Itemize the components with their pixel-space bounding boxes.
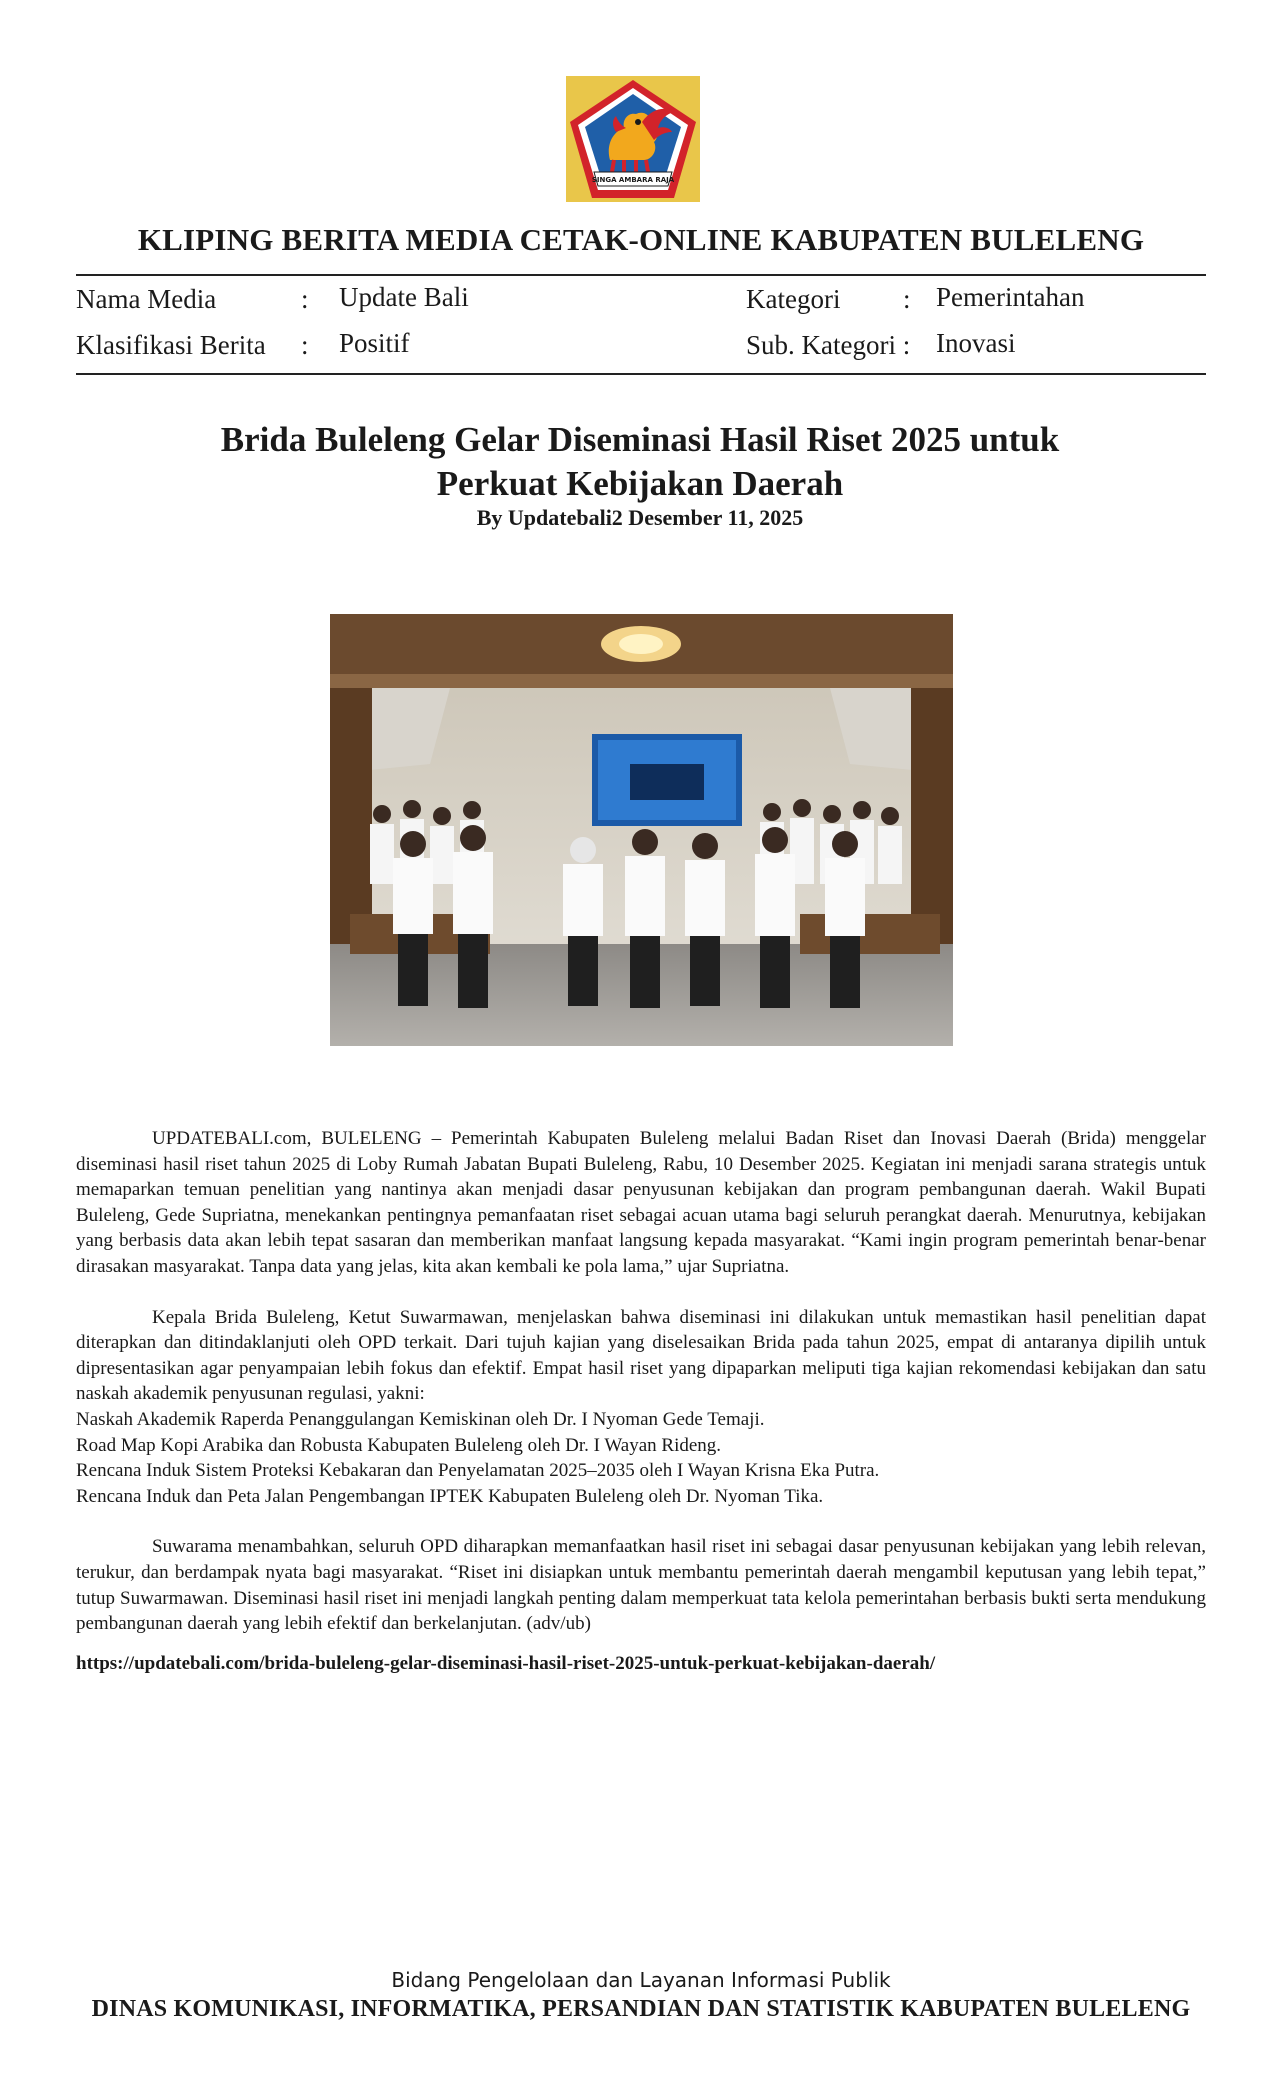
kategori-sep: : <box>903 284 911 314</box>
nama-media-label: Nama Media <box>76 284 217 314</box>
singa-ambara-raja-emblem-icon <box>566 76 700 202</box>
article-paragraph-1: UPDATEBALI.com, BULELENG – Pemerintah Kabupaten Buleleng melalui Badan Riset dan Inovasi Daerah (Brida) menggelar diseminasi hasil riset tahun 2025 di Loby Rumah Jabatan Bupati Buleleng, Rabu, 10 Desember 2025. Kegiatan ini menjadi sarana strategis untuk memaparkan temuan penelitian yang nantinya akan menjadi dasar penyusunan kebijakan dan program pembangunan daerah. Wakil Bupati Buleleng, Gede Supriatna, menekankan pentingnya pemanfaatan riset sebagai acuan utama bagi seluruh perangkat daerah. Menurutnya, kebijakan yang berbasis data akan lebih tepat sasaran dan memberikan manfaat langsung kepada masyarakat. “Kami ingin program pemerintah benar-benar dirasakan masyarakat. Tanpa data yang jelas, kita akan kembali ke pola lama,” ujar Supriatna. <box>76 1128 1206 1277</box>
headline-line-1: Brida Buleleng Gelar Diseminasi Hasil Riset 2025 untuk <box>220 420 1060 459</box>
klasifikasi-value: Positif <box>339 328 410 358</box>
footer-department: Bidang Pengelolaan dan Layanan Informasi Publik <box>391 1968 891 1992</box>
group-photo-icon <box>330 614 953 1046</box>
source-url-link[interactable]: https://updatebali.com/brida-buleleng-gelar-diseminasi-hasil-riset-2025-untuk-perkuat-kebijakan-daerah/ <box>76 1652 936 1674</box>
list-item: Rencana Induk dan Peta Jalan Pengembangan IPTEK Kabupaten Buleleng oleh Dr. Nyoman Tika. <box>76 1485 824 1507</box>
nama-media-value: Update Bali <box>339 282 469 312</box>
emblem-ribbon-text: SINGA AMBARA RAJA <box>591 176 675 184</box>
top-rule <box>76 274 1206 276</box>
sub-kategori-value: Inovasi <box>936 328 1016 358</box>
list-item: Road Map Kopi Arabika dan Robusta Kabupaten Buleleng oleh Dr. I Wayan Rideng. <box>76 1434 722 1456</box>
list-item: Naskah Akademik Raperda Penanggulangan Kemiskinan oleh Dr. I Nyoman Gede Temaji. <box>76 1408 765 1430</box>
headline-line-2: Perkuat Kebijakan Daerah <box>436 464 844 503</box>
klasifikasi-sep: : <box>301 330 309 360</box>
footer-agency: DINAS KOMUNIKASI, INFORMATIKA, PERSANDIAN DAN STATISTIK KABUPATEN BULELENG <box>91 1996 1191 2022</box>
klasifikasi-label: Klasifikasi Berita <box>76 330 266 360</box>
masthead-title: KLIPING BERITA MEDIA CETAK-ONLINE KABUPATEN BULELENG <box>137 222 1145 257</box>
article-body <box>76 1126 1206 1676</box>
article-paragraph-2: Kepala Brida Buleleng, Ketut Suwarmawan, menjelaskan bahwa diseminasi ini dilakukan untuk memastikan hasil penelitian dapat diterapkan dan ditindaklanjuti oleh OPD terkait. Dari tujuh kajian yang diselesaikan Brida pada tahun 2025, empat di antaranya dipilih untuk dipresentasikan agar penyampaian lebih fokus dan efektif. Empat hasil riset yang dipaparkan meliputi tiga kajian rekomendasi kebijakan dan satu naskah akademik penyusunan regulasi, yakni: <box>76 1306 1206 1405</box>
kategori-label: Kategori <box>746 284 841 314</box>
article-headline <box>120 418 1160 506</box>
sub-kategori-label: Sub. Kategori : <box>746 330 911 360</box>
article-paragraph-3: Suwarama menambahkan, seluruh OPD diharapkan memanfaatkan hasil riset ini sebagai dasar penyusunan kebijakan yang lebih relevan, terukur, dan berdampak nyata bagi masyarakat. “Riset ini disiapkan untuk membantu pemerintah daerah mengambil keputusan yang lebih tepat,” tutup Suwarmawan. Diseminasi hasil riset ini menjadi langkah penting dalam memperkuat tata kelola pemerintahan berbasis bukti serta mendukung pembangunan daerah yang lebih efektif dan berkelanjutan. (adv/ub) <box>76 1536 1206 1635</box>
nama-media-sep: : <box>301 284 309 314</box>
kategori-value: Pemerintahan <box>936 282 1085 312</box>
bottom-rule <box>76 373 1206 375</box>
article-byline: By Updatebali2 Desember 11, 2025 <box>476 505 804 530</box>
list-item: Rencana Induk Sistem Proteksi Kebakaran dan Penyelamatan 2025–2035 oleh I Wayan Krisna Eka Putra. <box>76 1460 880 1482</box>
